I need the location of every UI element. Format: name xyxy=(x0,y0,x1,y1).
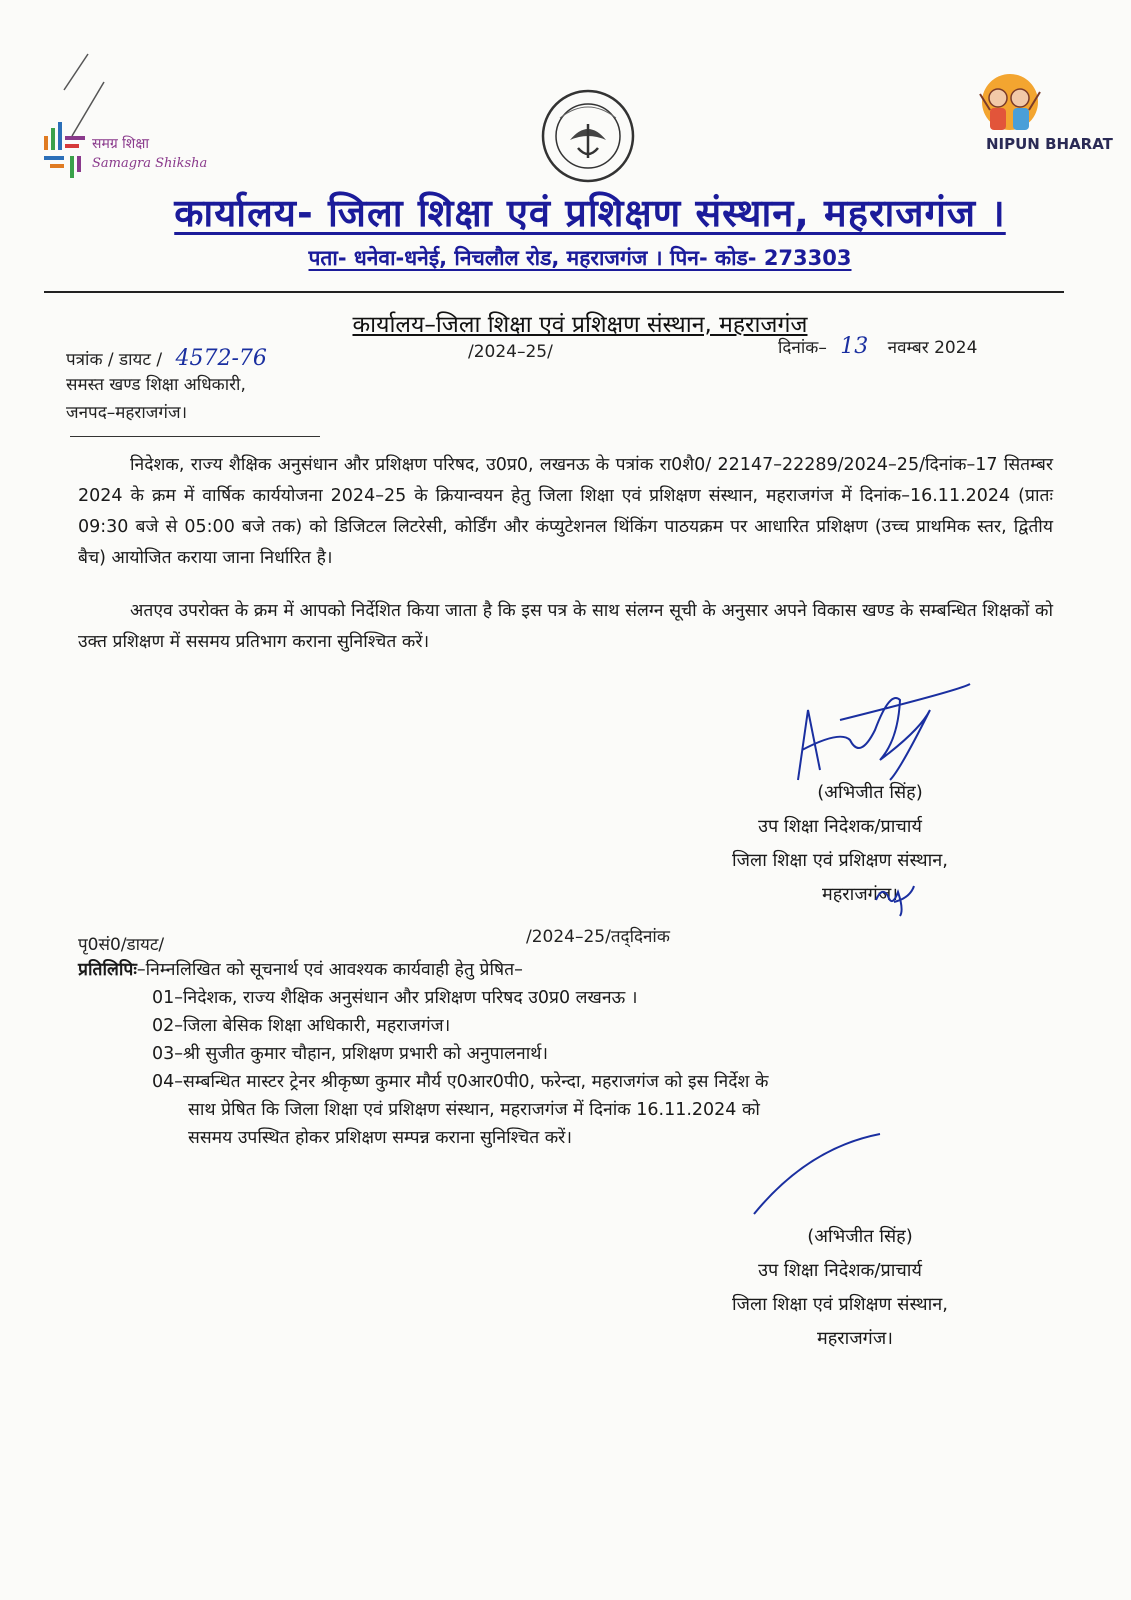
addressee-divider xyxy=(70,436,320,437)
copy-item-4-cont-2: ससमय उपस्थित होकर प्रशिक्षण सम्पन्न कराना सुनिश्चित करें। xyxy=(188,1128,572,1148)
letter-date xyxy=(778,334,977,359)
signature-stroke xyxy=(748,1128,888,1218)
handwritten-signature xyxy=(780,670,980,790)
signatory-2-name: (अभिजीत सिंह) xyxy=(807,1226,913,1247)
signatory-place: महराजगंज। xyxy=(821,884,898,905)
body-paragraph-2: अतएव उपरोक्त के क्रम में आपको निर्देशित किया जाता है कि इस पत्र के साथ संलग्न सूची के अनुसार अपने विकास खण्ड के सम्बन्धित शिक्षकों को उक्त प्रशिक्षण में ससमय प्रतिभाग कराना सुनिश्चित करें। xyxy=(78,601,1053,652)
nipun-bharat-logo xyxy=(958,72,1113,176)
signature-block-1 xyxy=(700,776,980,912)
copy-item-1: 01–निदेशक, राज्य शैक्षिक अनुसंधान और प्रशिक्षण परिषद उ0प्र0 लखनऊ । xyxy=(152,988,638,1008)
addressee-line-2: जनपद–महराजगंज। xyxy=(66,403,188,423)
date-month-year: नवम्बर 2024 xyxy=(887,338,978,358)
date-label: दिनांक– xyxy=(778,338,827,358)
signatory-2-place: महराजगंज। xyxy=(816,1328,893,1349)
reference-number xyxy=(66,346,267,371)
handwritten-initials xyxy=(870,880,920,920)
signatory-2-institute: जिला शिक्षा एवं प्रशिक्षण संस्थान, xyxy=(732,1294,948,1315)
copy-item-4: 04–सम्बन्धित मास्टर ट्रेनर श्रीकृष्ण कुमार मौर्य ए0आर0पी0, फरेन्दा, महराजगंज को इस निर्देश के xyxy=(152,1072,769,1092)
copy-item-4-cont-1: साथ प्रेषित कि जिला शिक्षा एवं प्रशिक्षण संस्थान, महराजगंज में दिनांक 16.11.2024 को xyxy=(188,1100,760,1120)
state-seal-icon xyxy=(540,88,636,184)
office-title: कार्यालय- जिला शिक्षा एवं प्रशिक्षण संस्थान, महराजगंज । xyxy=(174,191,1006,235)
signatory-designation: उप शिक्षा निदेशक/प्राचार्य xyxy=(758,816,922,837)
body-paragraph-1: निदेशक, राज्य शैक्षिक अनुसंधान और प्रशिक्षण परिषद, उ0प्र0, लखनऊ के पत्रांक रा0शै0/ 22147–22289/2024–25/दिनांक–17 सितम्बर 2024 के क्रम में वार्षिक कार्ययोजना 2024–25 के क्रियान्वयन हेतु जिला शिक्षा एवं प्रशिक्षण संस्थान, महराजगंज में दिनांक–16.11.2024 (प्रातः 09:30 बजे से 05:00 बजे तक) को डिजिटल लिटरेसी, कोर्डिंग और कंप्युटेशनल थिंकिंग पाठयक्रम पर आधारित प्रशिक्षण (उच्च प्राथमिक स्तर, द्वितीय बैच) आयोजित कराया जाना निर्धारित है। xyxy=(78,455,1053,568)
copy-heading xyxy=(78,956,523,985)
pen-stroke-mark xyxy=(60,50,120,140)
header-divider xyxy=(44,291,1064,293)
reference-year: /2024–25/ xyxy=(468,342,553,362)
addressee-line-1: समस्त खण्ड शिक्षा अधिकारी, xyxy=(66,375,246,395)
copy-item-2: 02–जिला बेसिक शिक्षा अधिकारी, महराजगंज। xyxy=(152,1016,451,1036)
copy-item-3: 03–श्री सुजीत कुमार चौहान, प्रशिक्षण प्रभारी को अनुपालनार्थ। xyxy=(152,1044,549,1064)
copy-intro: –निम्नलिखित को सूचनार्थ एवं आवश्यक कार्यवाही हेतु प्रेषित– xyxy=(136,960,523,980)
signatory-name: (अभिजीत सिंह) xyxy=(817,782,923,803)
nipun-children-icon xyxy=(958,72,1113,176)
samagra-english-label: Samagra Shiksha xyxy=(92,156,208,171)
signatory-2-designation: उप शिक्षा निदेशक/प्राचार्य xyxy=(758,1260,922,1281)
office-address: पता- धनेवा-धनेई, निचलौल रोड, महराजगंज । पिन- कोड- 273303 xyxy=(308,246,852,270)
letter-office-heading: कार्यालय–जिला शिक्षा एवं प्रशिक्षण संस्थान, महराजगंज xyxy=(352,312,808,338)
copy-reference-suffix: /2024–25/तद्‌दिनांक xyxy=(526,927,670,947)
reference-handwritten-number: 4572-76 xyxy=(175,346,267,371)
samagra-hindi-label: समग्र शिक्षा xyxy=(92,136,149,152)
reference-prefix: पत्रांक / डायट / xyxy=(66,350,163,370)
nipun-label: NIPUN BHARAT xyxy=(986,135,1113,153)
signature-block-2 xyxy=(690,1220,990,1356)
signatory-institute: जिला शिक्षा एवं प्रशिक्षण संस्थान, xyxy=(732,850,948,871)
date-handwritten-day: 13 xyxy=(840,334,869,359)
copy-label: प्रतिलिपिः xyxy=(78,960,137,980)
copy-reference-prefix: पृ0सं0/डायट/ xyxy=(78,935,165,955)
